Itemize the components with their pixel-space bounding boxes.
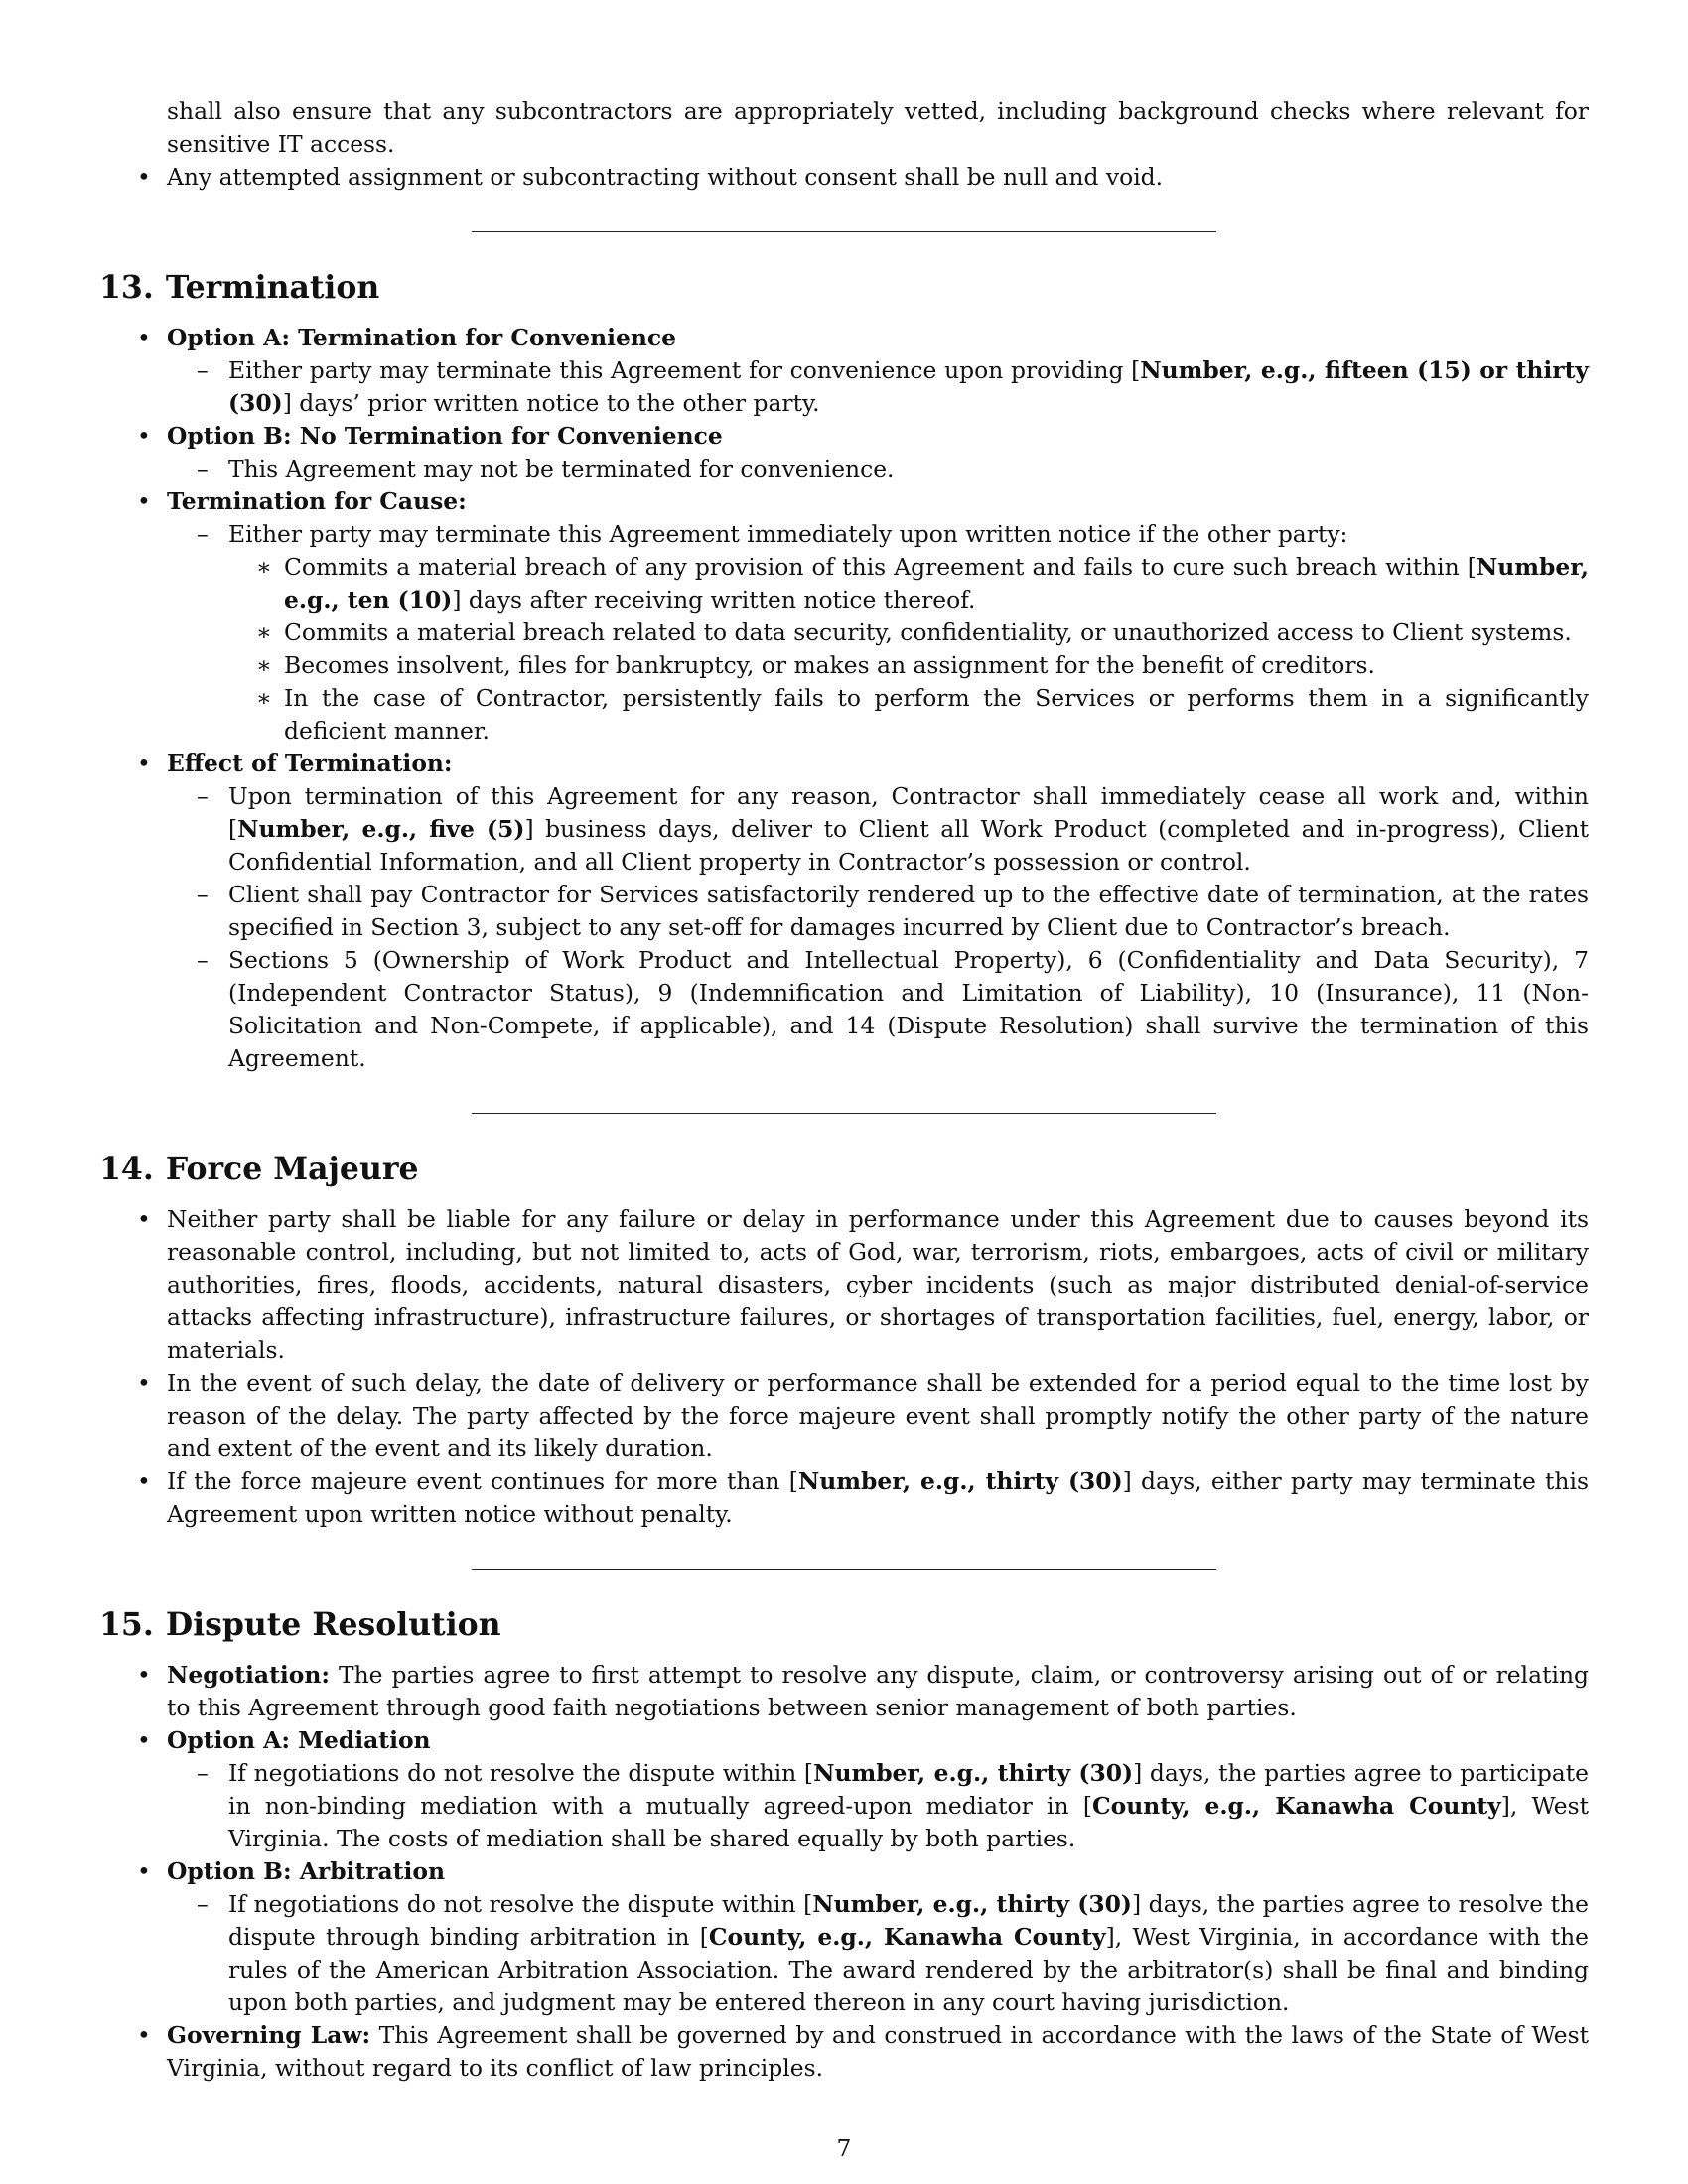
- negotiation-label: Negotiation:: [167, 1661, 330, 1689]
- section-number: 15.: [99, 1606, 154, 1643]
- option-a-label: Option A: Termination for Convenience: [167, 324, 676, 351]
- section-heading-dispute-resolution: [99, 1605, 1589, 1645]
- placeholder-number: Number, e.g., ten (10): [284, 553, 1589, 614]
- list-item: • In the event of such delay, the date of delivery or performance shall be extended for a period equal to the time lost by reason of the delay. The party affected by the force majeure event shall promptly notify the other party of the nature and extent of the event and its likely duration.: [99, 1367, 1589, 1465]
- list-item: • If the force majeure event continues for more than [Number, e.g., thirty (30)] days, either party may terminate this Agreement upon written notice without penalty.: [99, 1465, 1589, 1531]
- list-item: [99, 748, 1589, 1075]
- placeholder-county: County, e.g., Kanawha County: [1092, 1792, 1501, 1820]
- section-number: 13.: [99, 269, 154, 306]
- list-item: – Either party may terminate this Agreement immediately upon written notice if the other party: ∗ Commits a material breach of any provision of this Agreement and fails to cure such breach within [Number, e.g., ten (10)] days after receiving written notice thereof. ∗ Commits a material breach related to data security, confidentiality, or unauthorized access to Client systems. ∗ Becomes insolvent, files for bankruptcy, or makes an assignment for the benefit of creditors. ∗ In the case of Contractor, persistently fails to perform the Services or performs them in a significantly deficient manner.: [167, 518, 1589, 748]
- section-divider: [472, 231, 1216, 232]
- list-item: – Client shall pay Contractor for Services satisfactorily rendered up to the effective date of termination, at the rates specified in Section 3, subject to any set-off for damages incurred by Client due to Contractor’s breach.: [167, 879, 1589, 944]
- intro-list: [99, 161, 1589, 194]
- dispute-resolution-list: [99, 1659, 1589, 2085]
- list-item: • Governing Law: This Agreement shall be governed by and construed in accordance with the laws of the State of West Virginia, without regard to its conflict of law principles.: [99, 2019, 1589, 2085]
- placeholder-number: Number, e.g., thirty (30): [813, 1759, 1134, 1787]
- termination-list: [99, 322, 1589, 1075]
- option-a-label: Option A: Mediation: [167, 1726, 431, 1754]
- list-item: [99, 322, 1589, 420]
- list-item: [99, 1724, 1589, 1855]
- list-item: • Any attempted assignment or subcontracting without consent shall be null and void.: [99, 161, 1589, 194]
- placeholder-number: Number, e.g., fifteen (15) or thirty (30): [228, 356, 1589, 417]
- section-heading-force-majeure: [99, 1150, 1589, 1189]
- section-divider: [472, 1569, 1216, 1570]
- page-number: 7: [836, 2134, 852, 2162]
- list-item: • Neither party shall be liable for any failure or delay in performance under this Agreement due to causes beyond its reasonable control, including, but not limited to, acts of God, war, terrorism, riots, embargoes, acts of civil or military authorities, fires, floods, accidents, natural disasters, cyber incidents (such as major distributed denial-of-service attacks affecting infrastructure), infrastructure failures, or shortages of transportation facilities, fuel, energy, labor, or materials.: [99, 1203, 1589, 1367]
- placeholder-number: Number, e.g., five (5): [237, 815, 525, 843]
- placeholder-county: County, e.g., Kanawha County: [708, 1923, 1106, 1951]
- list-item: ∗ Becomes insolvent, files for bankruptcy, or makes an assignment for the benefit of creditors.: [228, 649, 1589, 682]
- list-item: – Upon termination of this Agreement for any reason, Contractor shall immediately cease all work and, within [Number, e.g., five (5)] business days, deliver to Client all Work Product (completed and in-progress), Client Confidential Information, and all Client property in Contractor’s possession or control.: [167, 780, 1589, 879]
- list-item: [99, 1855, 1589, 2019]
- list-item: ∗ In the case of Contractor, persistently fails to perform the Services or performs them in a significantly deficient manner.: [228, 682, 1589, 748]
- section-divider: [472, 1113, 1216, 1114]
- governing-law-label: Governing Law:: [167, 2021, 371, 2049]
- list-item: • Negotiation: The parties agree to first attempt to resolve any dispute, claim, or controversy arising out of or relating to this Agreement through good faith negotiations between senior management of both parties.: [99, 1659, 1589, 1724]
- list-item: – Either party may terminate this Agreement for convenience upon providing [Number, e.g., fifteen (15) or thirty (30)] days’ prior written notice to the other party.: [167, 354, 1589, 420]
- list-item: – If negotiations do not resolve the dispute within [Number, e.g., thirty (30)] days, the parties agree to resolve the dispute through binding arbitration in [County, e.g., Kanawha County], West Virginia, in accordance with the rules of the American Arbitration Association. The award rendered by the arbitrator(s) shall be final and binding upon both parties, and judgment may be entered thereon in any court having jurisdiction.: [167, 1888, 1589, 2019]
- list-item: ∗ Commits a material breach of any provision of this Agreement and fails to cure such breach within [Number, e.g., ten (10)] days after receiving written notice thereof.: [228, 551, 1589, 616]
- list-item: [99, 420, 1589, 485]
- section-number: 14.: [99, 1151, 154, 1187]
- list-item: – If negotiations do not resolve the dispute within [Number, e.g., thirty (30)] days, the parties agree to participate in non-binding mediation with a mutually agreed-upon mediator in [County, e.g., Kanawha County], West Virginia. The costs of mediation shall be shared equally by both parties.: [167, 1757, 1589, 1855]
- placeholder-number: Number, e.g., thirty (30): [797, 1467, 1123, 1495]
- effect-label: Effect of Termination:: [167, 750, 453, 777]
- list-item: [99, 485, 1589, 748]
- option-b-label: Option B: No Termination for Convenience: [167, 422, 723, 450]
- section-title: Termination: [165, 269, 380, 306]
- list-item: – This Agreement may not be terminated for convenience.: [167, 453, 1589, 485]
- list-item: ∗ Commits a material breach related to data security, confidentiality, or unauthorized access to Client systems.: [228, 616, 1589, 649]
- continuation-paragraph: shall also ensure that any subcontractors are appropriately vetted, including background checks where relevant for sensitive IT access.: [167, 97, 1589, 158]
- section-heading-termination: [99, 268, 1589, 308]
- option-b-label: Option B: Arbitration: [167, 1857, 446, 1885]
- section-title: Force Majeure: [165, 1151, 419, 1187]
- placeholder-number: Number, e.g., thirty (30): [812, 1890, 1132, 1918]
- force-majeure-list: [99, 1203, 1589, 1531]
- cause-label: Termination for Cause:: [167, 487, 467, 515]
- list-item: – Sections 5 (Ownership of Work Product and Intellectual Property), 6 (Confidentiality and Data Security), 7 (Independent Contractor Status), 9 (Indemnification and Limitation of Liability), 10 (Insurance), 11 (Non-Solicitation and Non-Compete, if applicable), and 14 (Dispute Resolution) shall survive the termination of this Agreement.: [167, 944, 1589, 1075]
- section-title: Dispute Resolution: [165, 1606, 501, 1643]
